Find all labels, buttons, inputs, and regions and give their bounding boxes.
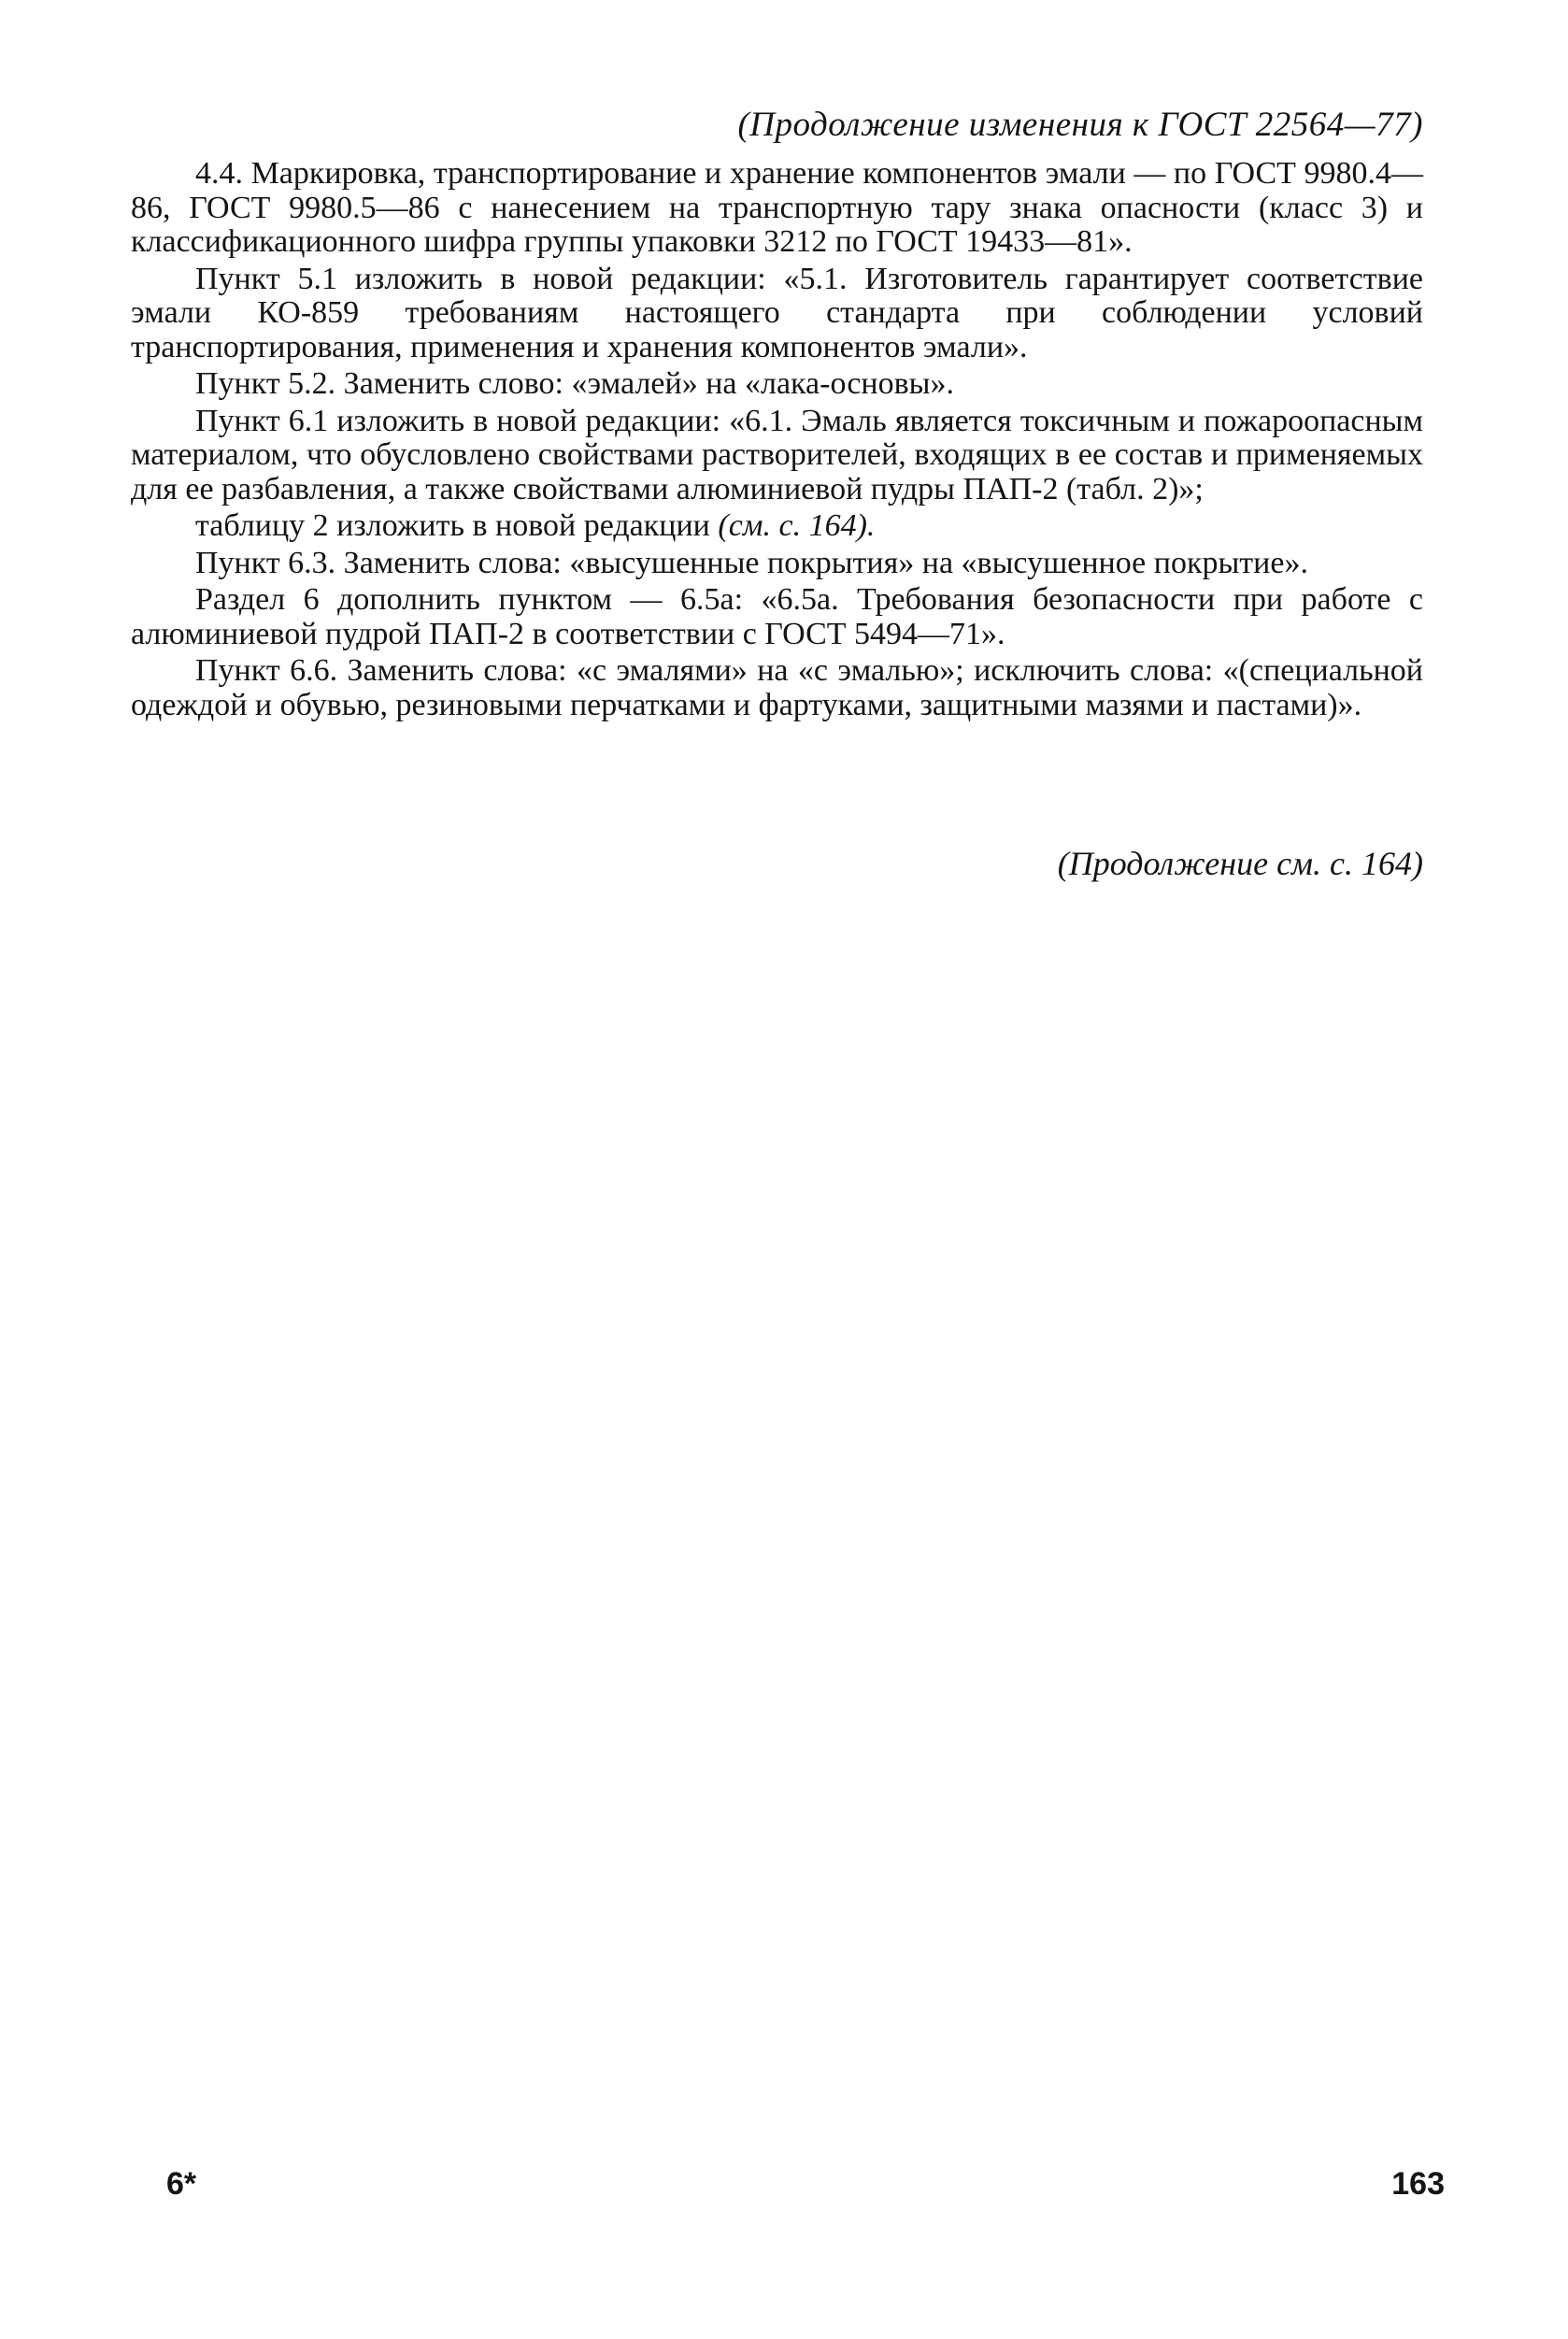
paragraph-6-5a: Раздел 6 дополнить пунктом — 6.5а: «6.5а. Требования безопасности при работе с алюминиевой пудрой ПАП-2 в соответствии с ГОСТ 5494—71». (131, 582, 1423, 651)
paragraph-table-2 (131, 509, 1423, 544)
paragraph-6-6: Пункт 6.6. Заменить слова: «с эмалями» на «с эмалью»; исключить слова: «(специальной одеждой и обувью, резиновыми перчатками и фартуками, защитными мазями и пастами)». (131, 653, 1423, 722)
table-line-text: таблицу 2 изложить в новой редакции (195, 508, 719, 543)
page-number: 163 (1391, 2166, 1445, 2202)
signature-mark: 6* (166, 2166, 197, 2202)
paragraph-4-4: 4.4. Маркировка, транспортирование и хранение компонентов эмали — по ГОСТ 9980.4—86, ГОСТ 9980.5—86 с нанесением на транспортную тару знака опасности (класс 3) и классификационного шифра группы упаковки 3212 по ГОСТ 19433—81». (131, 156, 1423, 259)
paragraph-5-1: Пункт 5.1 изложить в новой редакции: «5.1. Изготовитель гарантирует соответствие эмали КО-859 требованиям настоящего стандарта при соблюдении условий транспортирования, применения и хранения компонентов эмали». (131, 261, 1423, 364)
document-body (131, 157, 1423, 725)
paragraph-6-3: Пункт 6.3. Заменить слова: «высушенные покрытия» на «высушенное покрытие». (195, 545, 1308, 580)
table-line-ref: (см. с. 164). (718, 508, 876, 543)
page-header: (Продолжение изменения к ГОСТ 22564—77) (737, 106, 1423, 144)
paragraph-6-1: Пункт 6.1 изложить в новой редакции: «6.1. Эмаль является токсичным и пожароопасным материалом, что обусловлено свойствами растворителей, входящих в ее состав и применяемых для ее разбавления, а также свойствами алюминиевой пудры ПАП-2 (табл. 2)»; (131, 403, 1423, 506)
paragraph-5-2: Пункт 5.2. Заменить слово: «эмалей» на «лака-основы». (195, 366, 954, 401)
continuation-note: (Продолжение см. с. 164) (1057, 845, 1423, 882)
